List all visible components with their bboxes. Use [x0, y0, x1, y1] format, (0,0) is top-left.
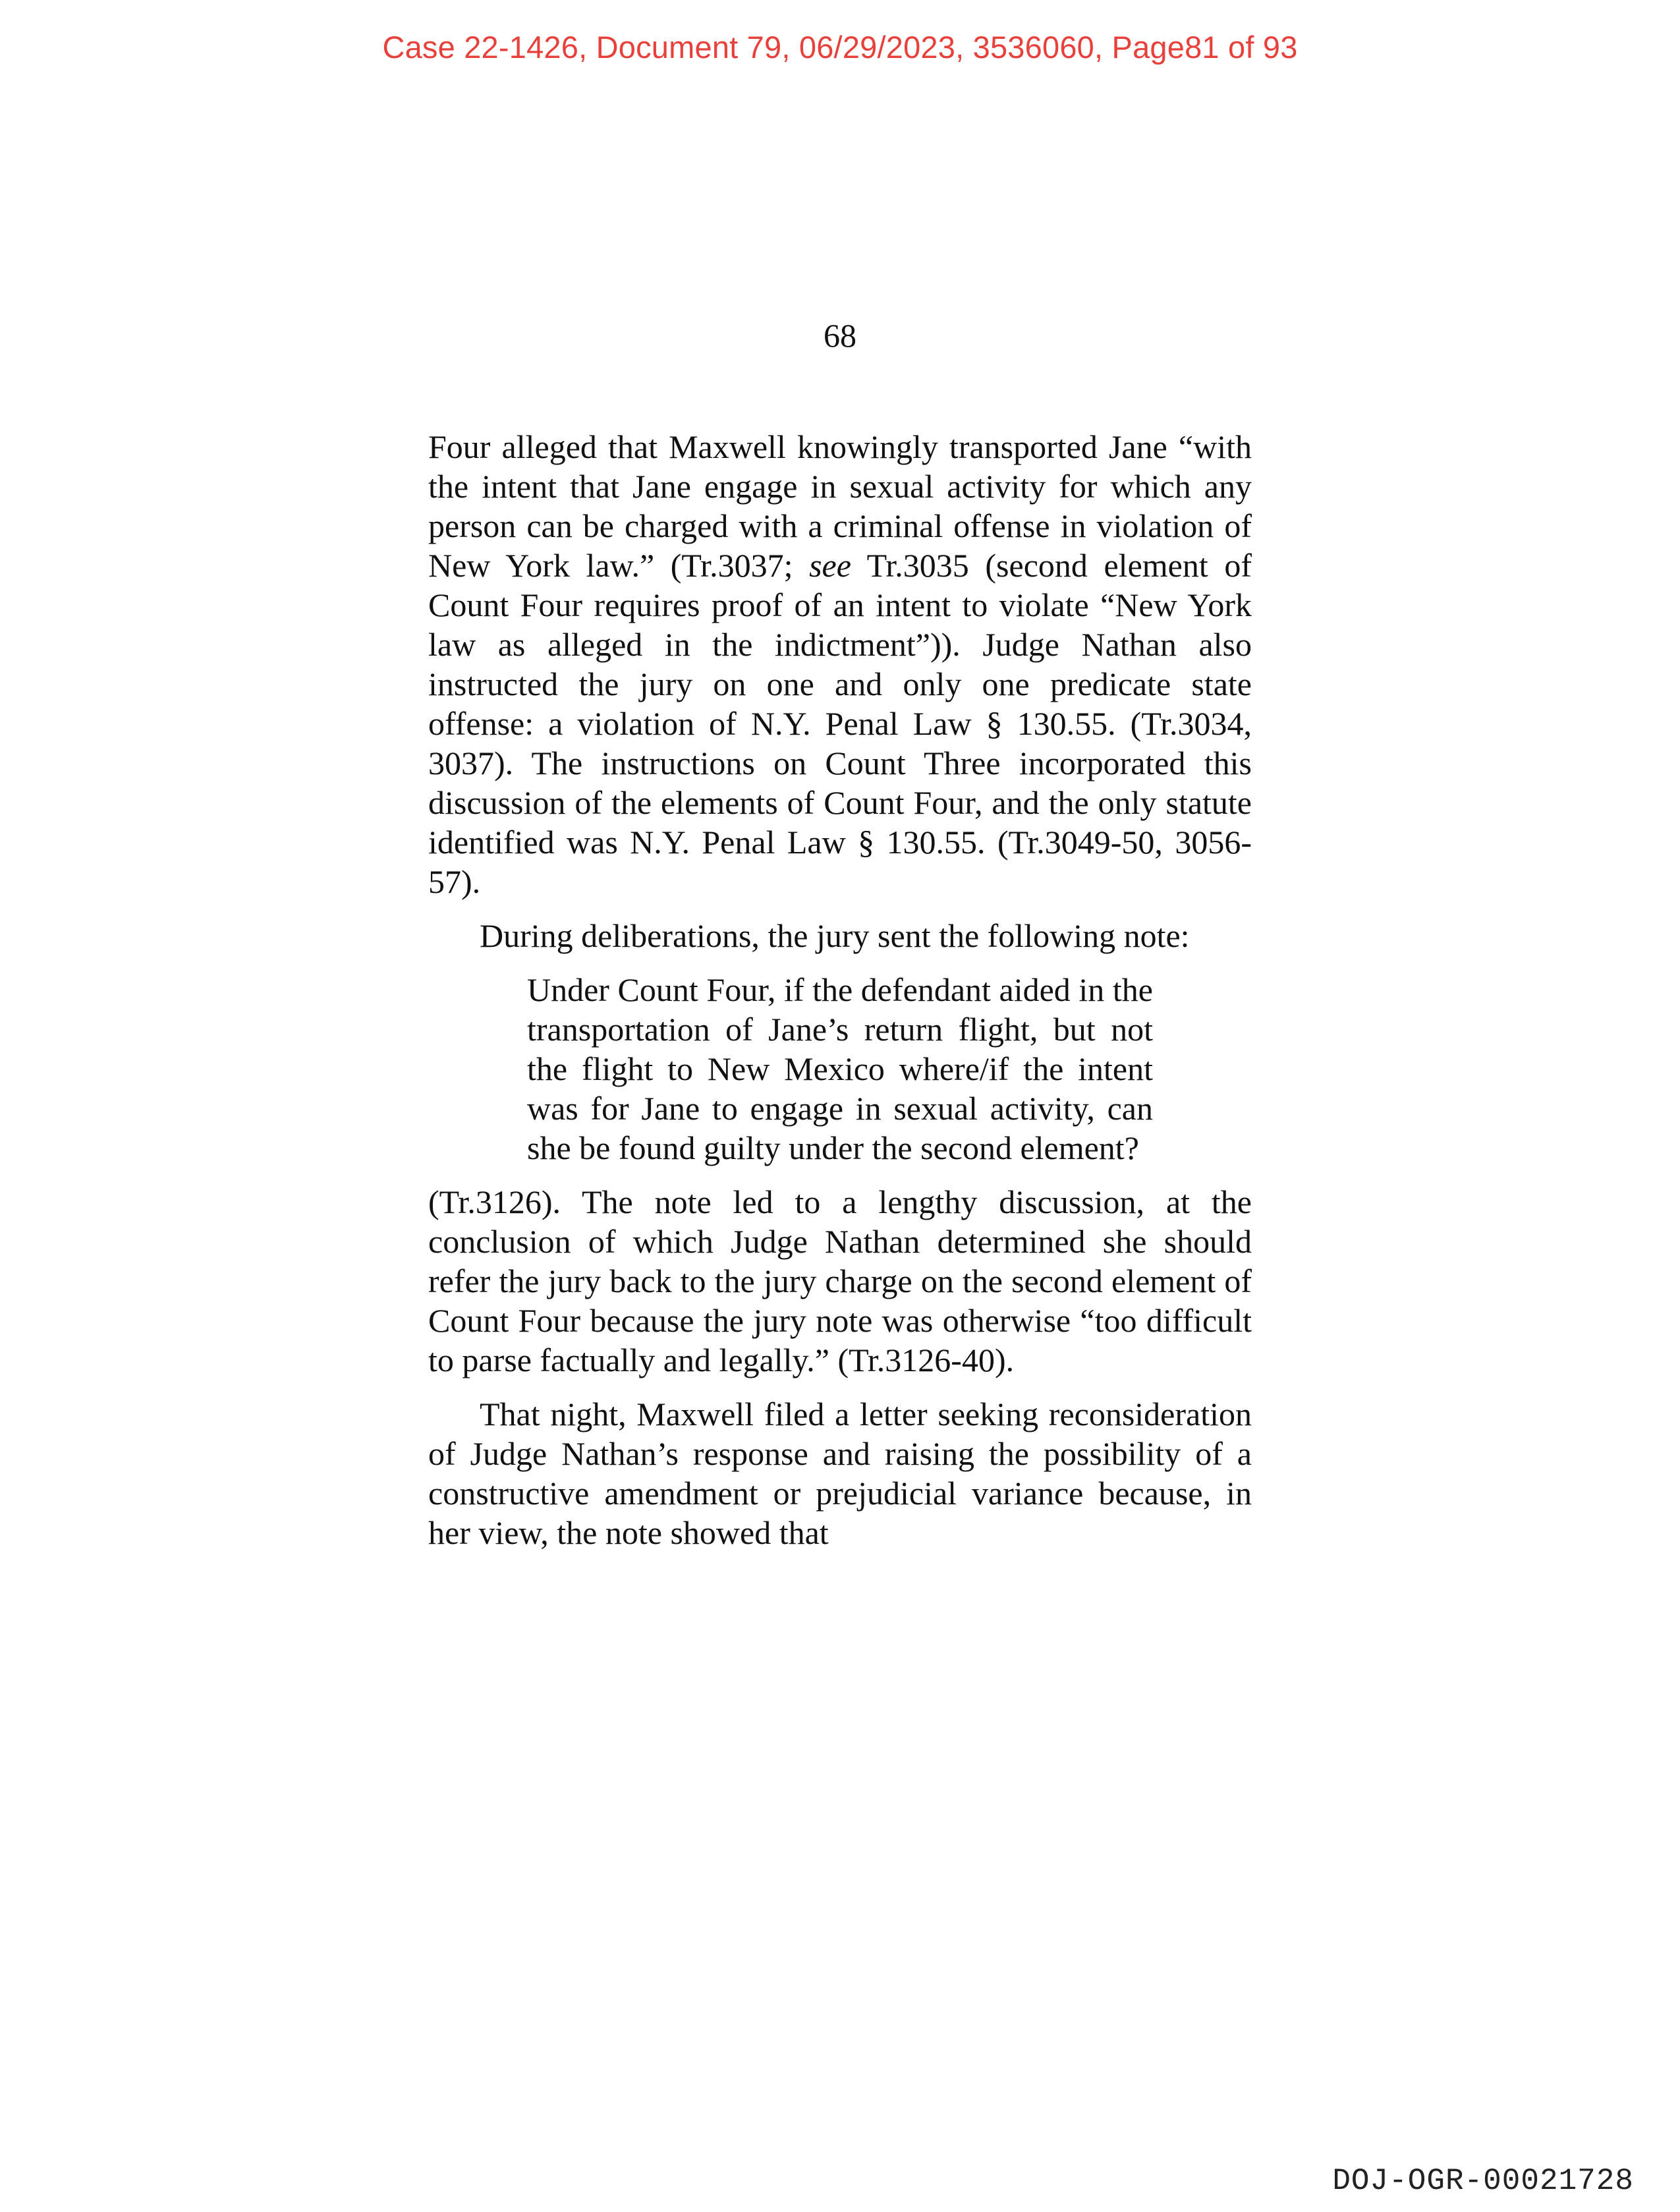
case-header-stamp: Case 22-1426, Document 79, 06/29/2023, 3536060, Page81 of 93 — [382, 30, 1298, 65]
paragraph-2: During deliberations, the jury sent the following note: — [480, 917, 1190, 954]
see-signal: see — [809, 547, 851, 584]
paragraph-1-text-a: Four alleged that Maxwell knowingly transported Jane “with the intent that Jane engage in sexual activity for which any person can be charged with a criminal offense in violation of New York law.” (Tr.3037; — [428, 428, 1252, 584]
paragraph-1 — [428, 427, 1252, 901]
paragraph-4: That night, Maxwell filed a letter seeking reconsideration of Judge Nathan’s response and raising the possibility of a constructive amendment or prejudicial variance because, in her view, the note showed that — [428, 1396, 1252, 1551]
paragraph-3: (Tr.3126). The note led to a lengthy discussion, at the conclusion of which Judge Nathan determined she should refer the jury back to the jury charge on the second element of Count Four because the jury note was otherwise “too difficult to parse factually and legally.” (Tr.3126-40). — [428, 1183, 1252, 1378]
page-number: 68 — [824, 317, 856, 354]
document-body — [428, 427, 1252, 1567]
paragraph-1-text-b: Tr.3035 (second element of Count Four requires proof of an intent to violate “New York law as alleged in the indictment”)). Judge Nathan also instructed the jury on one and only one predicate state offense: a violation of N.Y. Penal Law § 130.55. (Tr.3034, 3037). The instructions on Count Three incorporated this discussion of the elements of Count Four, and the only statute identified was N.Y. Penal Law § 130.55. (Tr.3049-50, 3056-57). — [428, 547, 1252, 900]
jury-note-quote: Under Count Four, if the defendant aided in the transportation of Jane’s return flight, but not the flight to New Mexico where/if the intent was for Jane to engage in sexual activity, can she be found guilty under the second element? — [527, 971, 1153, 1166]
document-id-stamp: DOJ-OGR-00021728 — [1332, 2164, 1634, 2198]
